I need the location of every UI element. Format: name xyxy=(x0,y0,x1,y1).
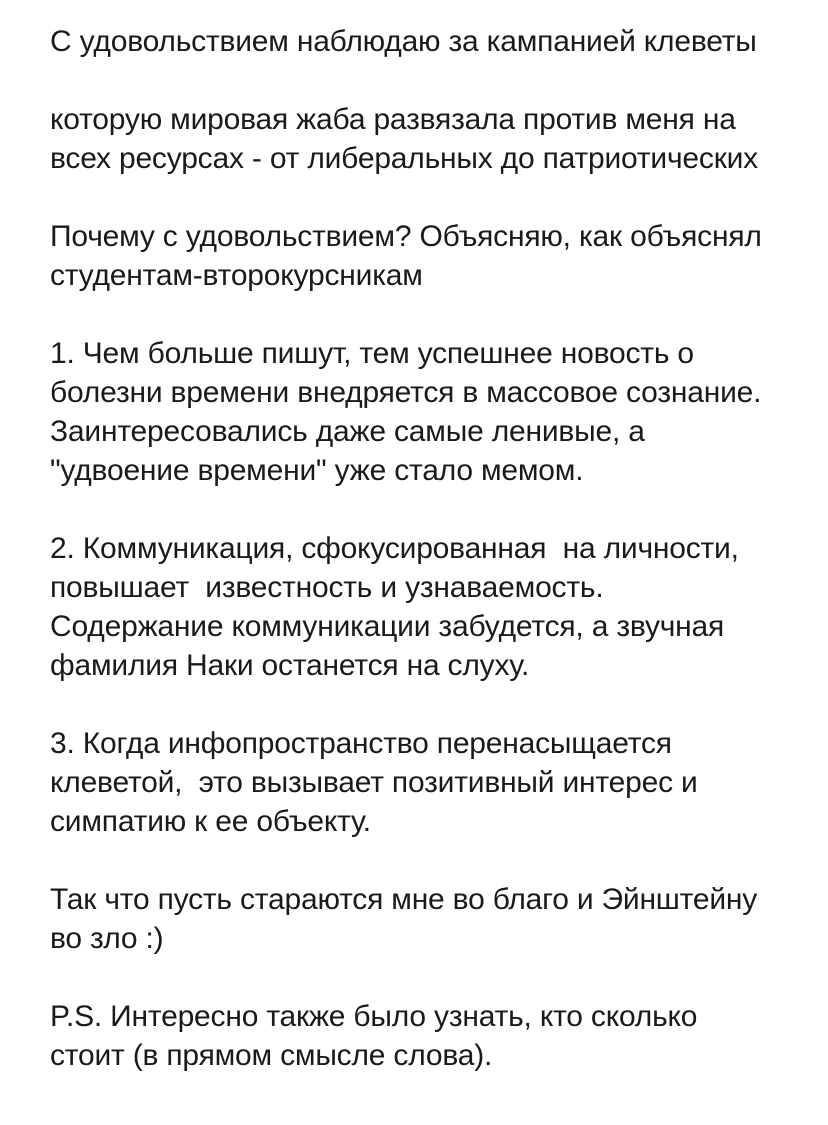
paragraph-gap xyxy=(50,490,810,529)
text-line: стоит (в прямом смысле слова). xyxy=(50,1039,493,1072)
text-line: 3. Когда инфопространство перенасыщается xyxy=(50,727,672,760)
text-line: Так что пусть стараются мне во благо и Эйнштейну xyxy=(50,883,758,916)
text-line: С удовольствием наблюдаю за кампанией клеветы xyxy=(50,25,757,58)
paragraph-conclusion xyxy=(50,880,810,958)
paragraph-why xyxy=(50,217,810,295)
text-line: во зло :) xyxy=(50,922,164,955)
text-line: клеветой, это вызывает позитивный интерес и xyxy=(50,766,698,799)
text-line: P.S. Интересно также было узнать, кто сколько xyxy=(50,1000,698,1033)
paragraph-campaign xyxy=(50,100,810,178)
text-line: всех ресурсах - от либеральных до патриотических xyxy=(50,142,758,175)
text-line: 1. Чем больше пишут, тем успешнее новость о xyxy=(50,337,694,370)
text-line: симпатию к ее объекту. xyxy=(50,805,371,838)
text-line: болезни времени внедряется в массовое сознание. xyxy=(50,376,762,409)
paragraph-gap xyxy=(50,61,810,100)
paragraph-postscript xyxy=(50,997,810,1075)
paragraph-gap xyxy=(50,841,810,880)
document-body xyxy=(50,22,810,1075)
paragraph-gap xyxy=(50,958,810,997)
text-line: Почему с удовольствием? Объясняю, как объяснял xyxy=(50,220,762,253)
paragraph-gap xyxy=(50,295,810,334)
paragraph-intro xyxy=(50,22,810,61)
text-line: которую мировая жаба развязала против меня на xyxy=(50,103,736,136)
text-line: Заинтересовались даже самые ленивые, а xyxy=(50,415,645,448)
paragraph-point-3 xyxy=(50,724,810,841)
paragraph-point-2 xyxy=(50,529,810,685)
paragraph-gap xyxy=(50,685,810,724)
text-line: студентам-второкурсникам xyxy=(50,259,423,292)
text-line: 2. Коммуникация, сфокусированная на личности, xyxy=(50,532,739,565)
text-line: фамилия Наки останется на слуху. xyxy=(50,649,530,682)
paragraph-gap xyxy=(50,178,810,217)
text-line: "удвоение времени" уже стало мемом. xyxy=(50,454,584,487)
text-line: Содержание коммуникации забудется, а звучная xyxy=(50,610,725,643)
text-line: повышает известность и узнаваемость. xyxy=(50,571,604,604)
paragraph-point-1 xyxy=(50,334,810,490)
